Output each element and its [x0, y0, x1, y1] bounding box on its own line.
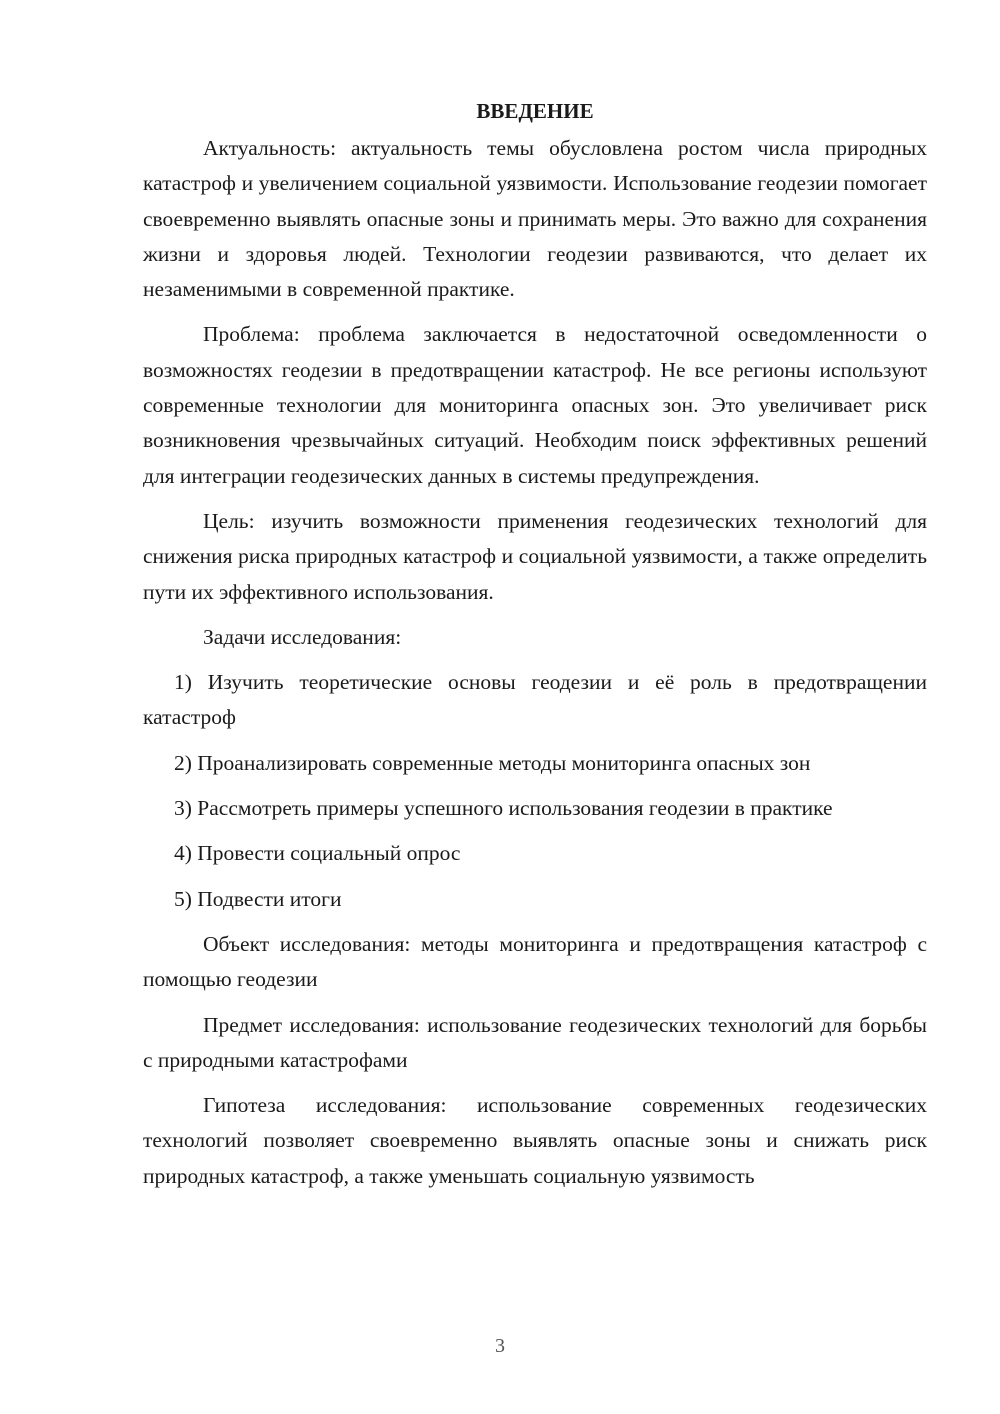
paragraph-goal: Цель: изучить возможности применения геодезических технологий для снижения риска природных катастроф и социальной уязвимости, а также определить пути их эффективного использования.: [143, 508, 927, 604]
task-item-2: 2) Проанализировать современные методы мониторинга опасных зон: [174, 750, 811, 775]
page-content: [143, 96, 927, 1204]
paragraph-object: Объект исследования: методы мониторинга и предотвращения катастроф с помощью геодезии: [143, 931, 927, 992]
paragraph-hypothesis: Гипотеза исследования: использование современных геодезических технологий позволяет своевременно выявлять опасные зоны и снижать риск природных катастроф, а также уменьшать социальную уязвимость: [143, 1093, 927, 1188]
task-item-5: 5) Подвести итоги: [174, 886, 342, 911]
section-title: ВВЕДЕНИЕ: [476, 99, 594, 123]
task-item-4: 4) Провести социальный опрос: [174, 841, 461, 866]
page-number: 3: [495, 1335, 505, 1357]
paragraph-problem: Проблема: проблема заключается в недостаточной осведомленности о возможностях геодезии в предотвращении катастроф. Не все регионы используют современные технологии для мониторинга опасных зон. Это увеличивает риск возникновения чрезвычайных ситуаций. Необходим поиск эффективных решений для интеграции геодезических данных в системы предупреждения.: [143, 322, 927, 488]
task-item-1: 1) Изучить теоретические основы геодезии и её роль в предотвращении катастроф: [143, 670, 927, 730]
task-item-3: 3) Рассмотреть примеры успешного использования геодезии в практике: [174, 796, 833, 821]
paragraph-tasks-heading: Задачи исследования:: [203, 624, 402, 649]
paragraph-subject: Предмет исследования: использование геодезических технологий для борьбы с природными катастрофами: [143, 1012, 927, 1072]
paragraph-relevance: Актуальность: актуальность темы обусловлена ростом числа природных катастроф и увеличением социальной уязвимости. Использование геодезии помогает своевременно выявлять опасные зоны и принимать меры. Это важно для сохранения жизни и здоровья людей. Технологии геодезии развиваются, что делает их незаменимыми в современной практике.: [143, 136, 927, 302]
